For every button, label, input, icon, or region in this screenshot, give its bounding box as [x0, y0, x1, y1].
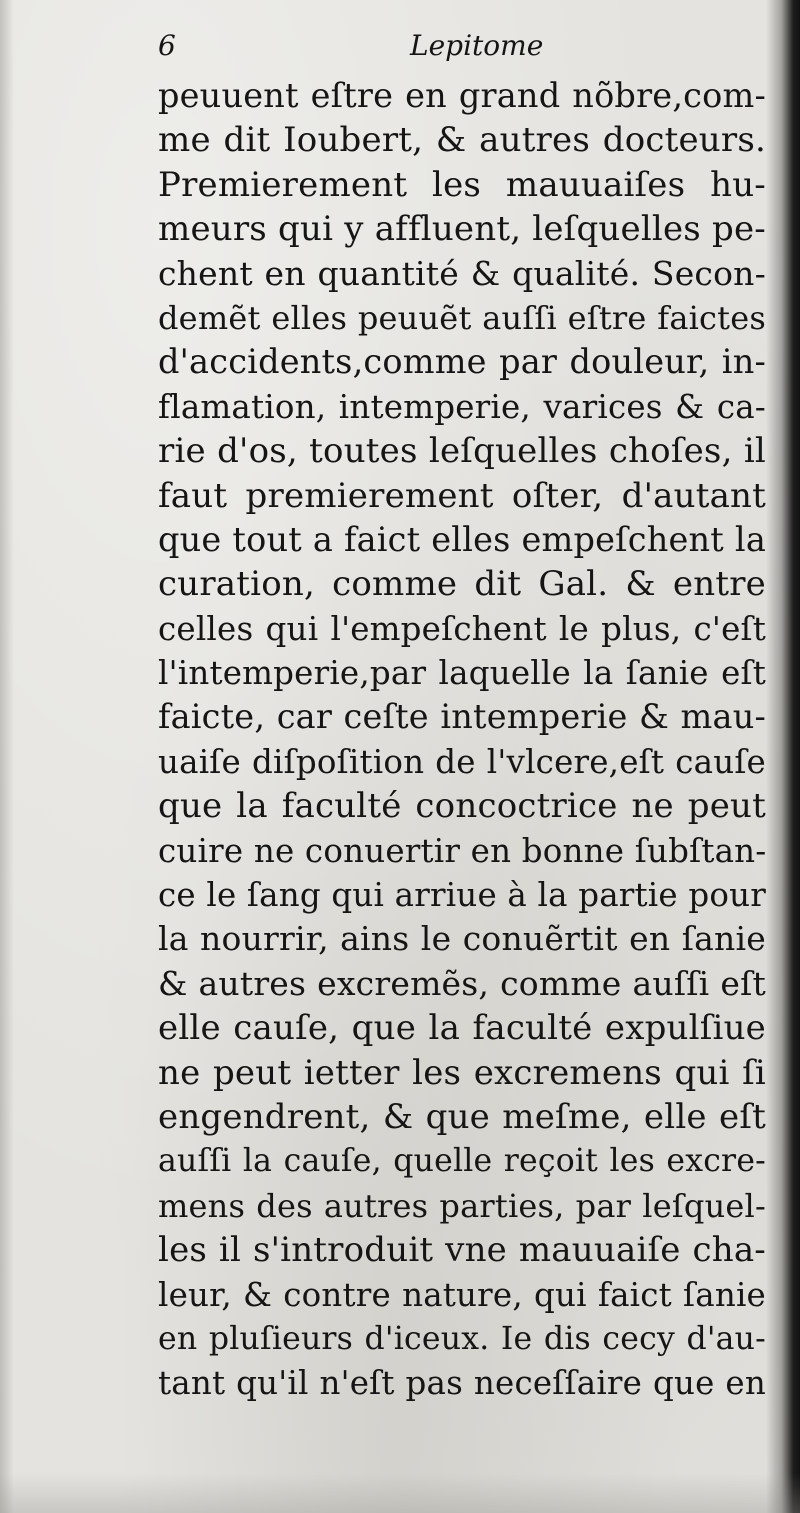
body-text — [158, 74, 766, 1406]
text-line: meurs qui y affluent, leſquelles pe- — [158, 209, 766, 250]
text-line: Premierement les mauuaiſes hu- — [158, 164, 766, 205]
text-line: elle cauſe, que la faculté expulſiue — [158, 1008, 766, 1049]
text-line: leur, & contre nature, qui faict ſanie — [158, 1275, 766, 1314]
text-line: ce le ſang qui arriue à la partie pour — [158, 876, 766, 915]
page-number: 6 — [158, 29, 176, 62]
text-line: la nourrir, ains le conuẽrtit en ſanie — [158, 919, 766, 959]
text-line: l'intemperie,par laquelle la ſanie eſt — [158, 654, 766, 693]
page-gutter-shadow — [766, 0, 800, 1513]
text-line: faut premierement oſter, d'autant — [158, 475, 766, 516]
text-line: uaiſe diſpoſition de l'vlcere,eſt cauſe — [158, 742, 766, 781]
text-line: tant qu'il n'eſt pas neceſſaire que en — [158, 1364, 766, 1403]
text-line: ne peut ietter les excremens qui ſi — [158, 1052, 766, 1093]
text-line: peuuent eſtre en grand nõbre,com- — [158, 76, 766, 115]
text-line: demẽt elles peuuẽt auſſi eſtre faictes — [158, 298, 766, 337]
text-line: engendrent, & que meſme, elle eſt — [158, 1096, 766, 1137]
page-left-shadow — [0, 0, 14, 1513]
text-line: & autres excremẽs, comme auſſi eſt — [158, 963, 766, 1003]
running-head — [158, 28, 698, 64]
running-title: Lepitome — [410, 29, 544, 62]
text-line: cuire ne conuertir en bonne ſubſtan- — [158, 831, 767, 870]
text-line: faicte, car ceſte intemperie & mau- — [158, 697, 766, 737]
text-line: me dit Ioubert, & autres docteurs. — [158, 120, 766, 161]
text-line: en pluſieurs d'iceux. Ie dis cecy d'au- — [158, 1320, 766, 1357]
text-line: curation, comme dit Gal. & entre — [158, 564, 766, 605]
text-line: rie d'os, toutes leſquelles choſes, il — [158, 431, 766, 472]
text-line: mens des autres parties, par leſquel- — [158, 1186, 766, 1225]
text-line: d'accidents,comme par douleur, in- — [158, 342, 766, 382]
text-line: celles qui l'empeſchent le plus, c'eſt — [158, 609, 766, 648]
text-line: que la faculté concoctrice ne peut — [158, 786, 766, 827]
page-bottom-shadow — [0, 1473, 800, 1513]
text-line: auſſi la cauſe, quelle reçoit les excre- — [158, 1143, 766, 1180]
text-line: les il s'introduit vne mauuaiſe cha- — [158, 1230, 766, 1271]
text-line: chent en quantité & qualité. Secon- — [158, 253, 766, 293]
text-line: que tout a faict elles empeſchent la — [158, 519, 766, 559]
text-line: flamation, intemperie, varices & ca- — [158, 387, 766, 426]
